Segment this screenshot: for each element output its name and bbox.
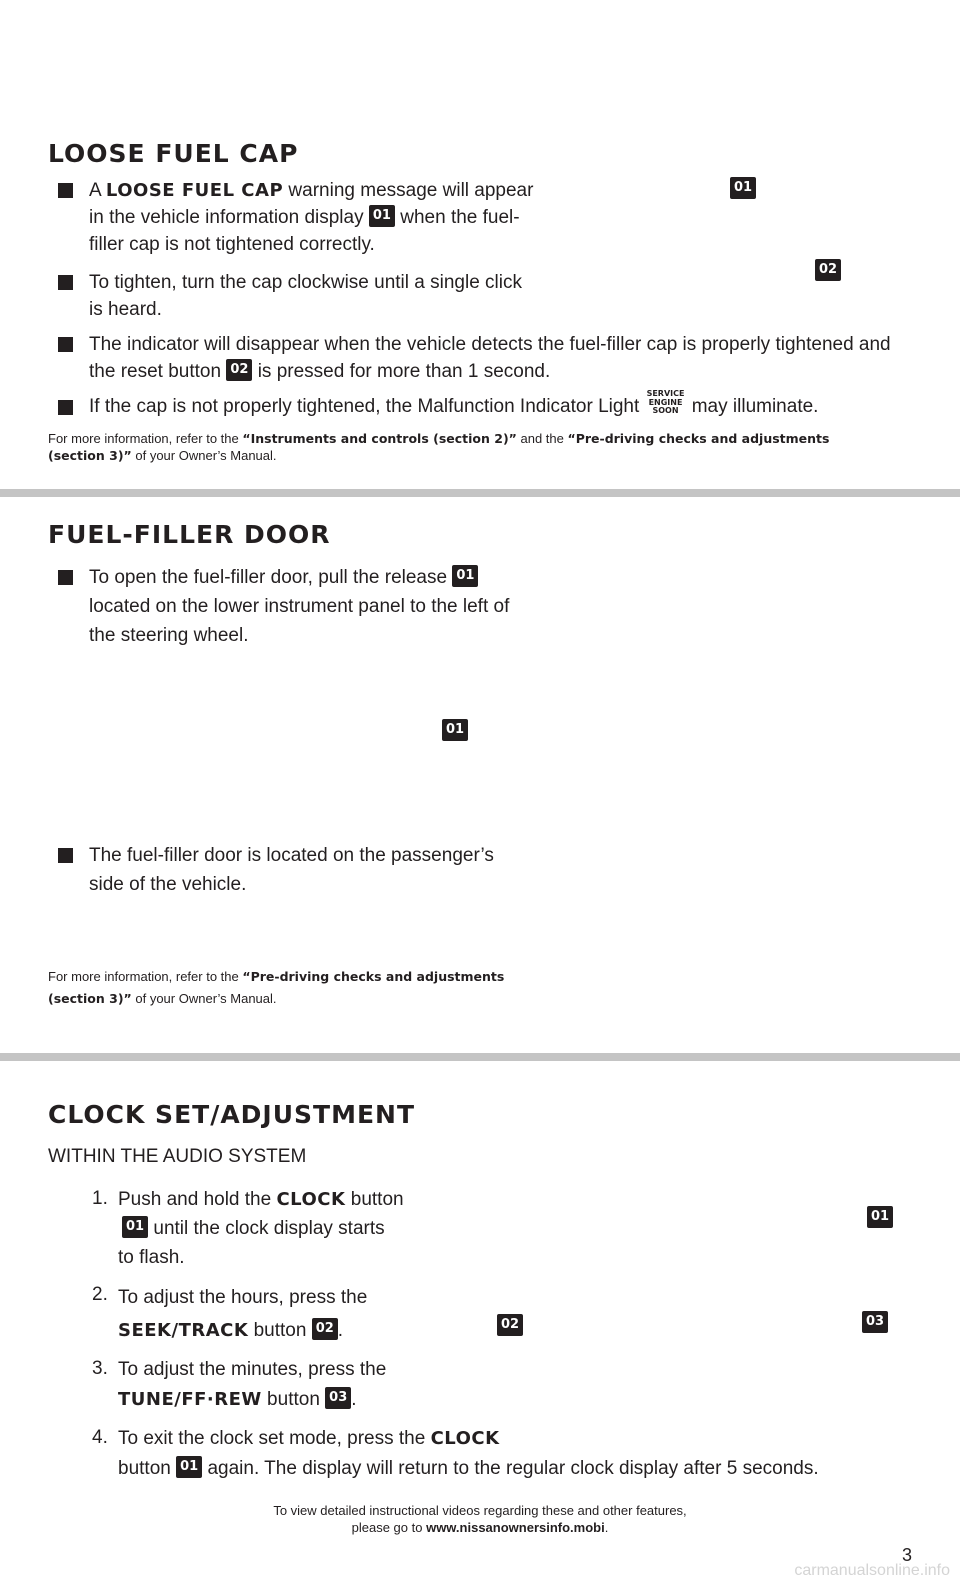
step-number: 4. [92,1427,108,1448]
clock-set-title: CLOCK SET/ADJUSTMENT [48,1100,416,1129]
loose-fuel-cap-bullet-1: A LOOSE FUEL CAP warning message will appear in the vehicle information display 01 when the fuel- filler cap is not tightened correctly. [89,180,534,255]
figure-callout-01: 01 [867,1206,893,1228]
figure-callout-01: 01 [730,177,756,199]
callout-badge-01: 01 [176,1456,202,1478]
bullet-icon [58,848,73,863]
callout-badge-01: 01 [452,565,478,587]
fuel-filler-door-bullet-2: The fuel-filler door is located on the passenger’s side of the vehicle. [89,845,494,895]
footer-link[interactable]: www.nissanownersinfo.mobi [426,1520,605,1535]
section-divider [0,489,960,497]
loose-fuel-cap-bullet-2: To tighten, turn the cap clockwise until a single click is heard. [89,272,522,320]
loose-fuel-cap-title: LOOSE FUEL CAP [48,139,299,168]
callout-badge-03: 03 [325,1387,351,1409]
fuel-filler-door-reference-note: For more information, refer to the “Pre-driving checks and adjustments (section 3)” of your Owner’s Manual. [48,969,505,1006]
clock-step-1: Push and hold the CLOCK button 01 until the clock display starts to flash. [118,1189,404,1268]
callout-badge-01: 01 [369,205,395,227]
clock-set-subtitle: WITHIN THE AUDIO SYSTEM [48,1146,307,1167]
figure-callout-01: 01 [442,719,468,741]
clock-step-2: To adjust the hours, press the SEEK/TRACK button 02 . [118,1287,368,1341]
step-number: 1. [92,1188,108,1209]
callout-badge-02: 02 [312,1318,338,1340]
fuel-filler-door-title: FUEL-FILLER DOOR [48,520,331,549]
figure-callout-02: 02 [497,1314,523,1336]
footer-note: To view detailed instructional videos regarding these and other features, please go to www.nissanownersinfo.mobi. [273,1503,687,1535]
figure-callout-03: 03 [862,1311,888,1333]
bullet-icon [58,570,73,585]
loose-fuel-cap-emphasis: LOOSE FUEL CAP [105,180,284,201]
bullet-icon [58,400,73,415]
page-number: 3 [901,1545,912,1565]
callout-badge-02: 02 [226,359,252,381]
section-divider [0,1053,960,1061]
step-number: 2. [92,1284,108,1305]
loose-fuel-cap-bullet-4: If the cap is not properly tightened, the Malfunction Indicator Light SERVICE ENGINE SOON may illuminate. [89,389,819,417]
loose-fuel-cap-reference-note: For more information, refer to the “Instruments and controls (section 2)” and the “Pre-driving checks and adjustments (section 3)” of your Owner’s Manual. [48,431,830,463]
callout-badge-01: 01 [122,1216,148,1238]
loose-fuel-cap-bullet-3: The indicator will disappear when the vehicle detects the fuel-filler cap is properly tightened and the reset button 02 is pressed for more than 1 second. [89,334,891,382]
clock-step-3: To adjust the minutes, press the TUNE/FF·REW button 03 . [118,1359,387,1410]
fuel-filler-door-bullet-1: To open the fuel-filler door, pull the release 01 located on the lower instrument panel to the left of the steering wheel. [89,563,569,650]
bullet-icon [58,183,73,198]
figure-callout-02: 02 [815,259,841,281]
service-engine-soon-icon: SERVICE ENGINE SOON [646,389,685,416]
bullet-icon [58,275,73,290]
bullet-icon [58,337,73,352]
watermark: carmanualsonline.info [794,1562,950,1579]
clock-step-4: To exit the clock set mode, press the CLOCK button 01 again. The display will return to the regular clock display after 5 seconds. [118,1428,819,1479]
step-number: 3. [92,1358,108,1379]
